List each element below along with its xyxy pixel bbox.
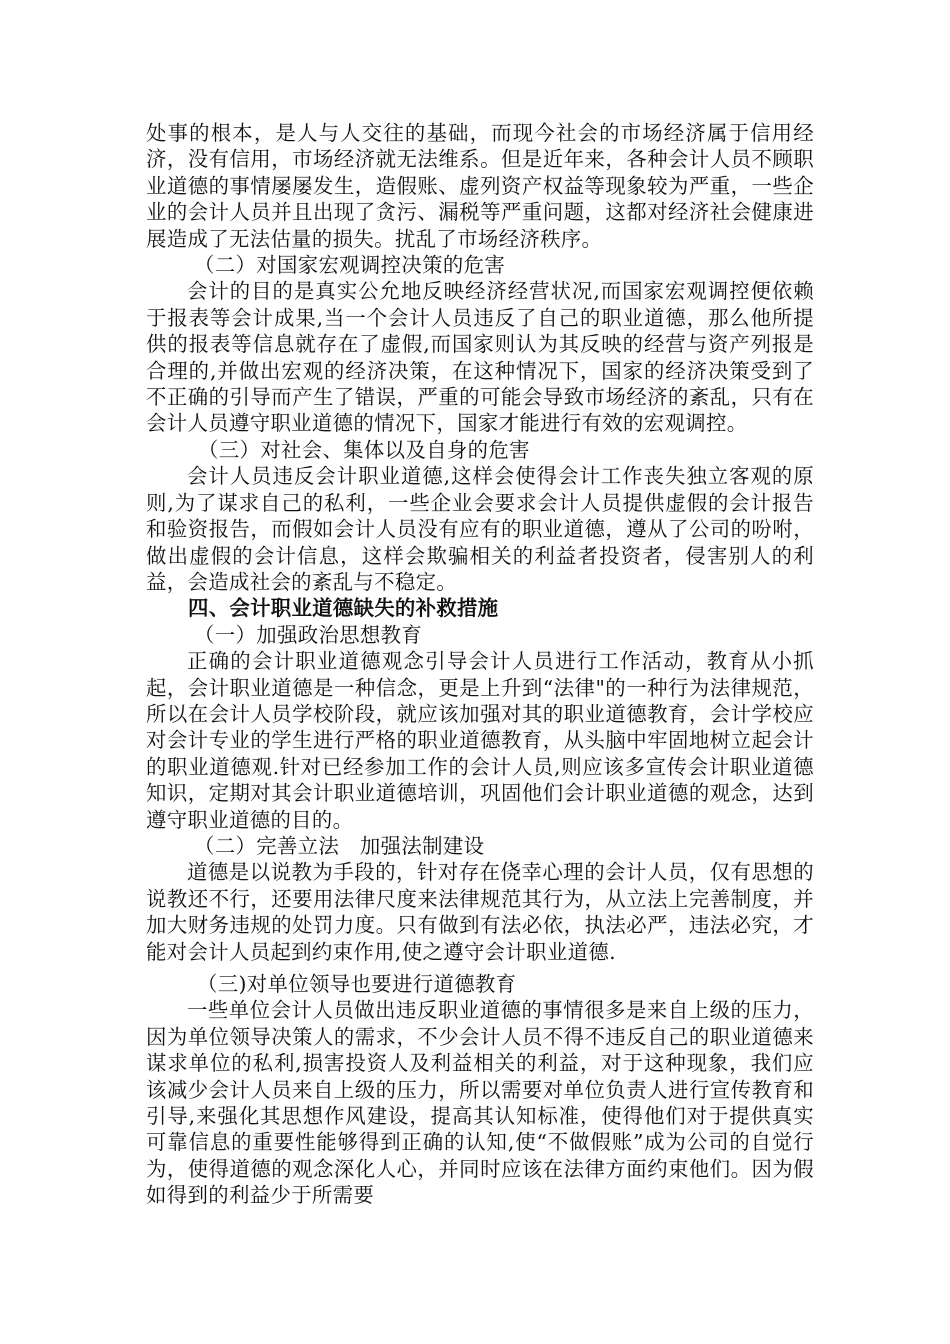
subheading: （二）对国家宏观调控决策的危害 (194, 253, 506, 278)
subheading: （三）对社会、集体以及自身的危害 (198, 437, 530, 462)
document-page (146, 120, 814, 1209)
subheading: （二）完善立法 加强法制建设 (194, 833, 485, 858)
body-paragraph: 正确的会计职业道德观念引导会计人员进行工作活动，教育从小抓起，会计职业道德是一种信念，更是上升到“法律"的一种行为法律规范，所以在会计人员学校阶段，就应该加强对其的职业道德教育，会计学校应对会计专业的学生进行严格的职业道德教育，从头脑中牢固地树立起会计的职业道德观.针对已经参加工作的会计人员,则应该多宣传会计职业道德知识，定期对其会计职业道德培训，巩固他们会计职业道德的观念，达到遵守职业道德的目的。 (146, 649, 814, 832)
subheading: （三)对单位领导也要进行道德教育 (197, 972, 517, 996)
section-heading: 四、会计职业道德缺失的补救措施 (188, 596, 499, 621)
body-paragraph: 处事的根本，是人与人交往的基础，而现今社会的市场经济属于信用经济，没有信用，市场经济就无法维系。但是近年来，各种会计人员不顾职业道德的事情屡屡发生，造假账、虚列资产权益等现象较为严重，一些企业的会计人员并且出现了贪污、漏税等严重问题，这都对经济社会健康进展造成了无法估量的损失。扰乱了市场经济秩序。 (146, 121, 814, 251)
body-paragraph: 道德是以说教为手段的，针对存在侥幸心理的会计人员，仅有思想的说教还不行，还要用法律尺度来法律规范其行为，从立法上完善制度，并加大财务违规的处罚力度。只有做到有法必依，执法必严，违法必究，才能对会计人员起到约束作用,使之遵守会计职业道德. (146, 860, 814, 964)
body-paragraph: 会计的目的是真实公允地反映经济经营状况,而国家宏观调控便依赖于报表等会计成果,当一个会计人员违反了自己的职业道德，那么他所提供的报表等信息就存在了虚假,而国家则认为其反映的经营与资产列报是合理的,并做出宏观的经济决策，在这种情况下，国家的经济决策受到了不正确的引导而产生了错误，严重的可能会导致市场经济的紊乱，只有在会计人员遵守职业道德的情况下，国家才能进行有效的宏观调控。 (146, 279, 814, 436)
body-paragraph: 一些单位会计人员做出违反职业道德的事情很多是来自上级的压力，因为单位领导决策人的需求，不少会计人员不得不违反自己的职业道德来谋求单位的私利,损害投资人及利益相关的利益，对于这种现象，我们应该减少会计人员来自上级的压力，所以需要对单位负责人进行宣传教育和引导,来强化其思想作风建设，提高其认知标准，使得他们对于提供真实可靠信息的重要性能够得到正确的认知,使“不做假账”成为公司的自觉行为，使得道德的观念深化人心，并同时应该在法律方面约束他们。因为假如得到的利益少于所需要 (146, 998, 814, 1208)
body-paragraph: 会计人员违反会计职业道德,这样会使得会计工作丧失独立客观的原则,为了谋求自己的私利，一些企业会要求会计人员提供虚假的会计报告和验资报告，而假如会计人员没有应有的职业道德，遵从了公司的吩咐，做出虚假的会计信息，这样会欺骗相关的利益者投资者，侵害别人的利益，会造成社会的紊乱与不稳定。 (146, 464, 814, 594)
subheading: （一）加强政治思想教育 (194, 622, 423, 647)
